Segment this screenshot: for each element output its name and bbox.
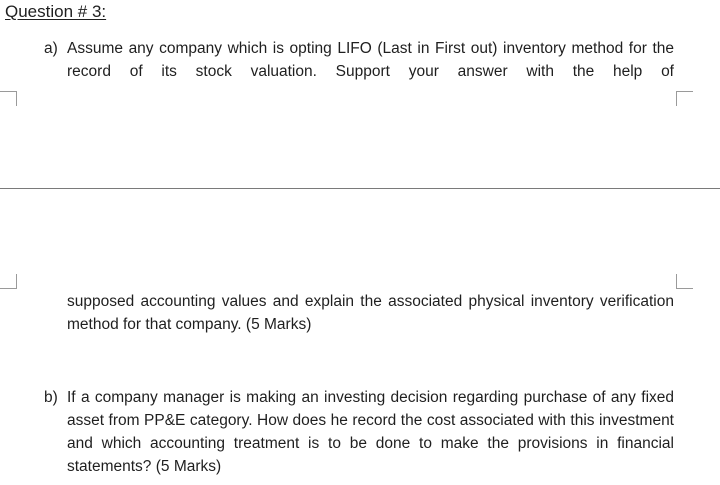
question-part-a — [44, 37, 674, 83]
part-a-text-continued: supposed accounting values and explain the associated physical inventory verification method for that company. (5 Marks) — [67, 293, 674, 333]
page-corner-bottom-right — [676, 274, 693, 289]
part-b-text: If a company manager is making an investing decision regarding purchase of any fixed asset from PP&E category. How does he record the cost associated with this investment and which accounting treatment is to be done to make the provisions in financial statements? (5 Marks) — [67, 389, 674, 475]
question-part-a-continued — [44, 290, 674, 336]
part-a-marker: a) — [44, 40, 58, 57]
page-corner-top-right — [676, 91, 693, 106]
page-break-divider — [0, 188, 720, 189]
part-a-text-first: Assume any company which is opting LIFO (Last in First out) inventory method for the record of its stock valuation. Support your answer with the help of — [67, 40, 674, 80]
question-part-b — [44, 386, 674, 478]
page-corner-top-left — [0, 91, 17, 106]
page-corner-bottom-left — [0, 274, 17, 289]
question-heading: Question # 3: — [5, 2, 107, 21]
part-b-marker: b) — [44, 389, 58, 406]
